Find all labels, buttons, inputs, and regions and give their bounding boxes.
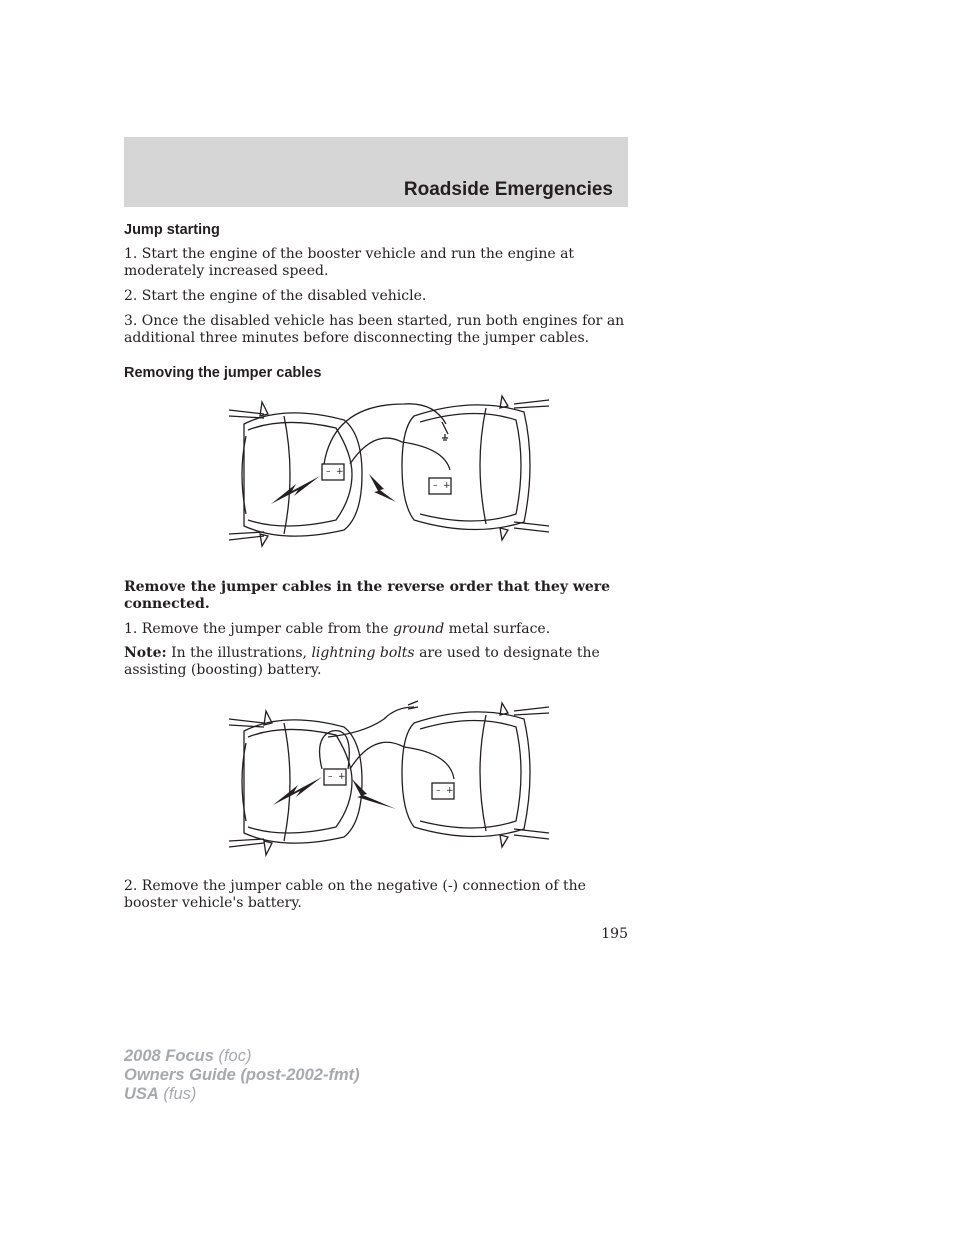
ground-clamp-icon: [442, 422, 448, 440]
svg-text:+: +: [443, 481, 451, 491]
svg-text:–: –: [433, 481, 438, 491]
page-number: 195: [601, 926, 628, 942]
svg-text:–: –: [436, 786, 441, 796]
section-header-band: [124, 137, 628, 207]
figure-remove-ground-cable: [224, 394, 628, 559]
jumper-cable-icon: [324, 404, 450, 470]
heading-removing-cables: Removing the jumper cables: [124, 365, 322, 381]
footer-line-3: USA (fus): [124, 1085, 197, 1103]
car-right-icon: [402, 396, 549, 540]
document-footer: [124, 1047, 360, 1104]
section-title: Roadside Emergencies: [403, 179, 613, 200]
jump-step-1: 1. Start the engine of the booster vehicle and run the engine at moderately increased speed.: [124, 246, 575, 279]
lightning-bolt-icon: [273, 777, 396, 809]
heading-jump-starting: Jump starting: [124, 222, 220, 238]
removing-note: Note: In the illustrations, lightning bolts are used to designate the assisting (boosting) battery.: [124, 645, 600, 678]
jump-step-2: 2. Start the engine of the disabled vehicle.: [124, 288, 427, 304]
svg-text:–: –: [326, 467, 331, 477]
page-content: [124, 221, 628, 912]
svg-text:+: +: [338, 772, 346, 782]
removing-bold-intro: Remove the jumper cables in the reverse order that they were connected.: [124, 579, 611, 612]
car-right-icon: [402, 703, 549, 847]
svg-text:+: +: [446, 786, 454, 796]
svg-text:+: +: [336, 467, 344, 477]
footer-line-1: 2008 Focus (foc): [124, 1047, 252, 1065]
footer-line-2: Owners Guide (post-2002-fmt): [124, 1066, 360, 1084]
jump-step-3: 3. Once the disabled vehicle has been started, run both engines for an additional three minutes before disconnecting the jumper cables.: [124, 313, 625, 346]
figure-remove-negative-cable: [224, 697, 628, 862]
svg-text:–: –: [328, 772, 333, 782]
removing-step-2: 2. Remove the jumper cable on the negative (-) connection of the booster vehicle's battery.: [124, 878, 586, 911]
removing-step-1: 1. Remove the jumper cable from the ground metal surface.: [124, 621, 551, 637]
